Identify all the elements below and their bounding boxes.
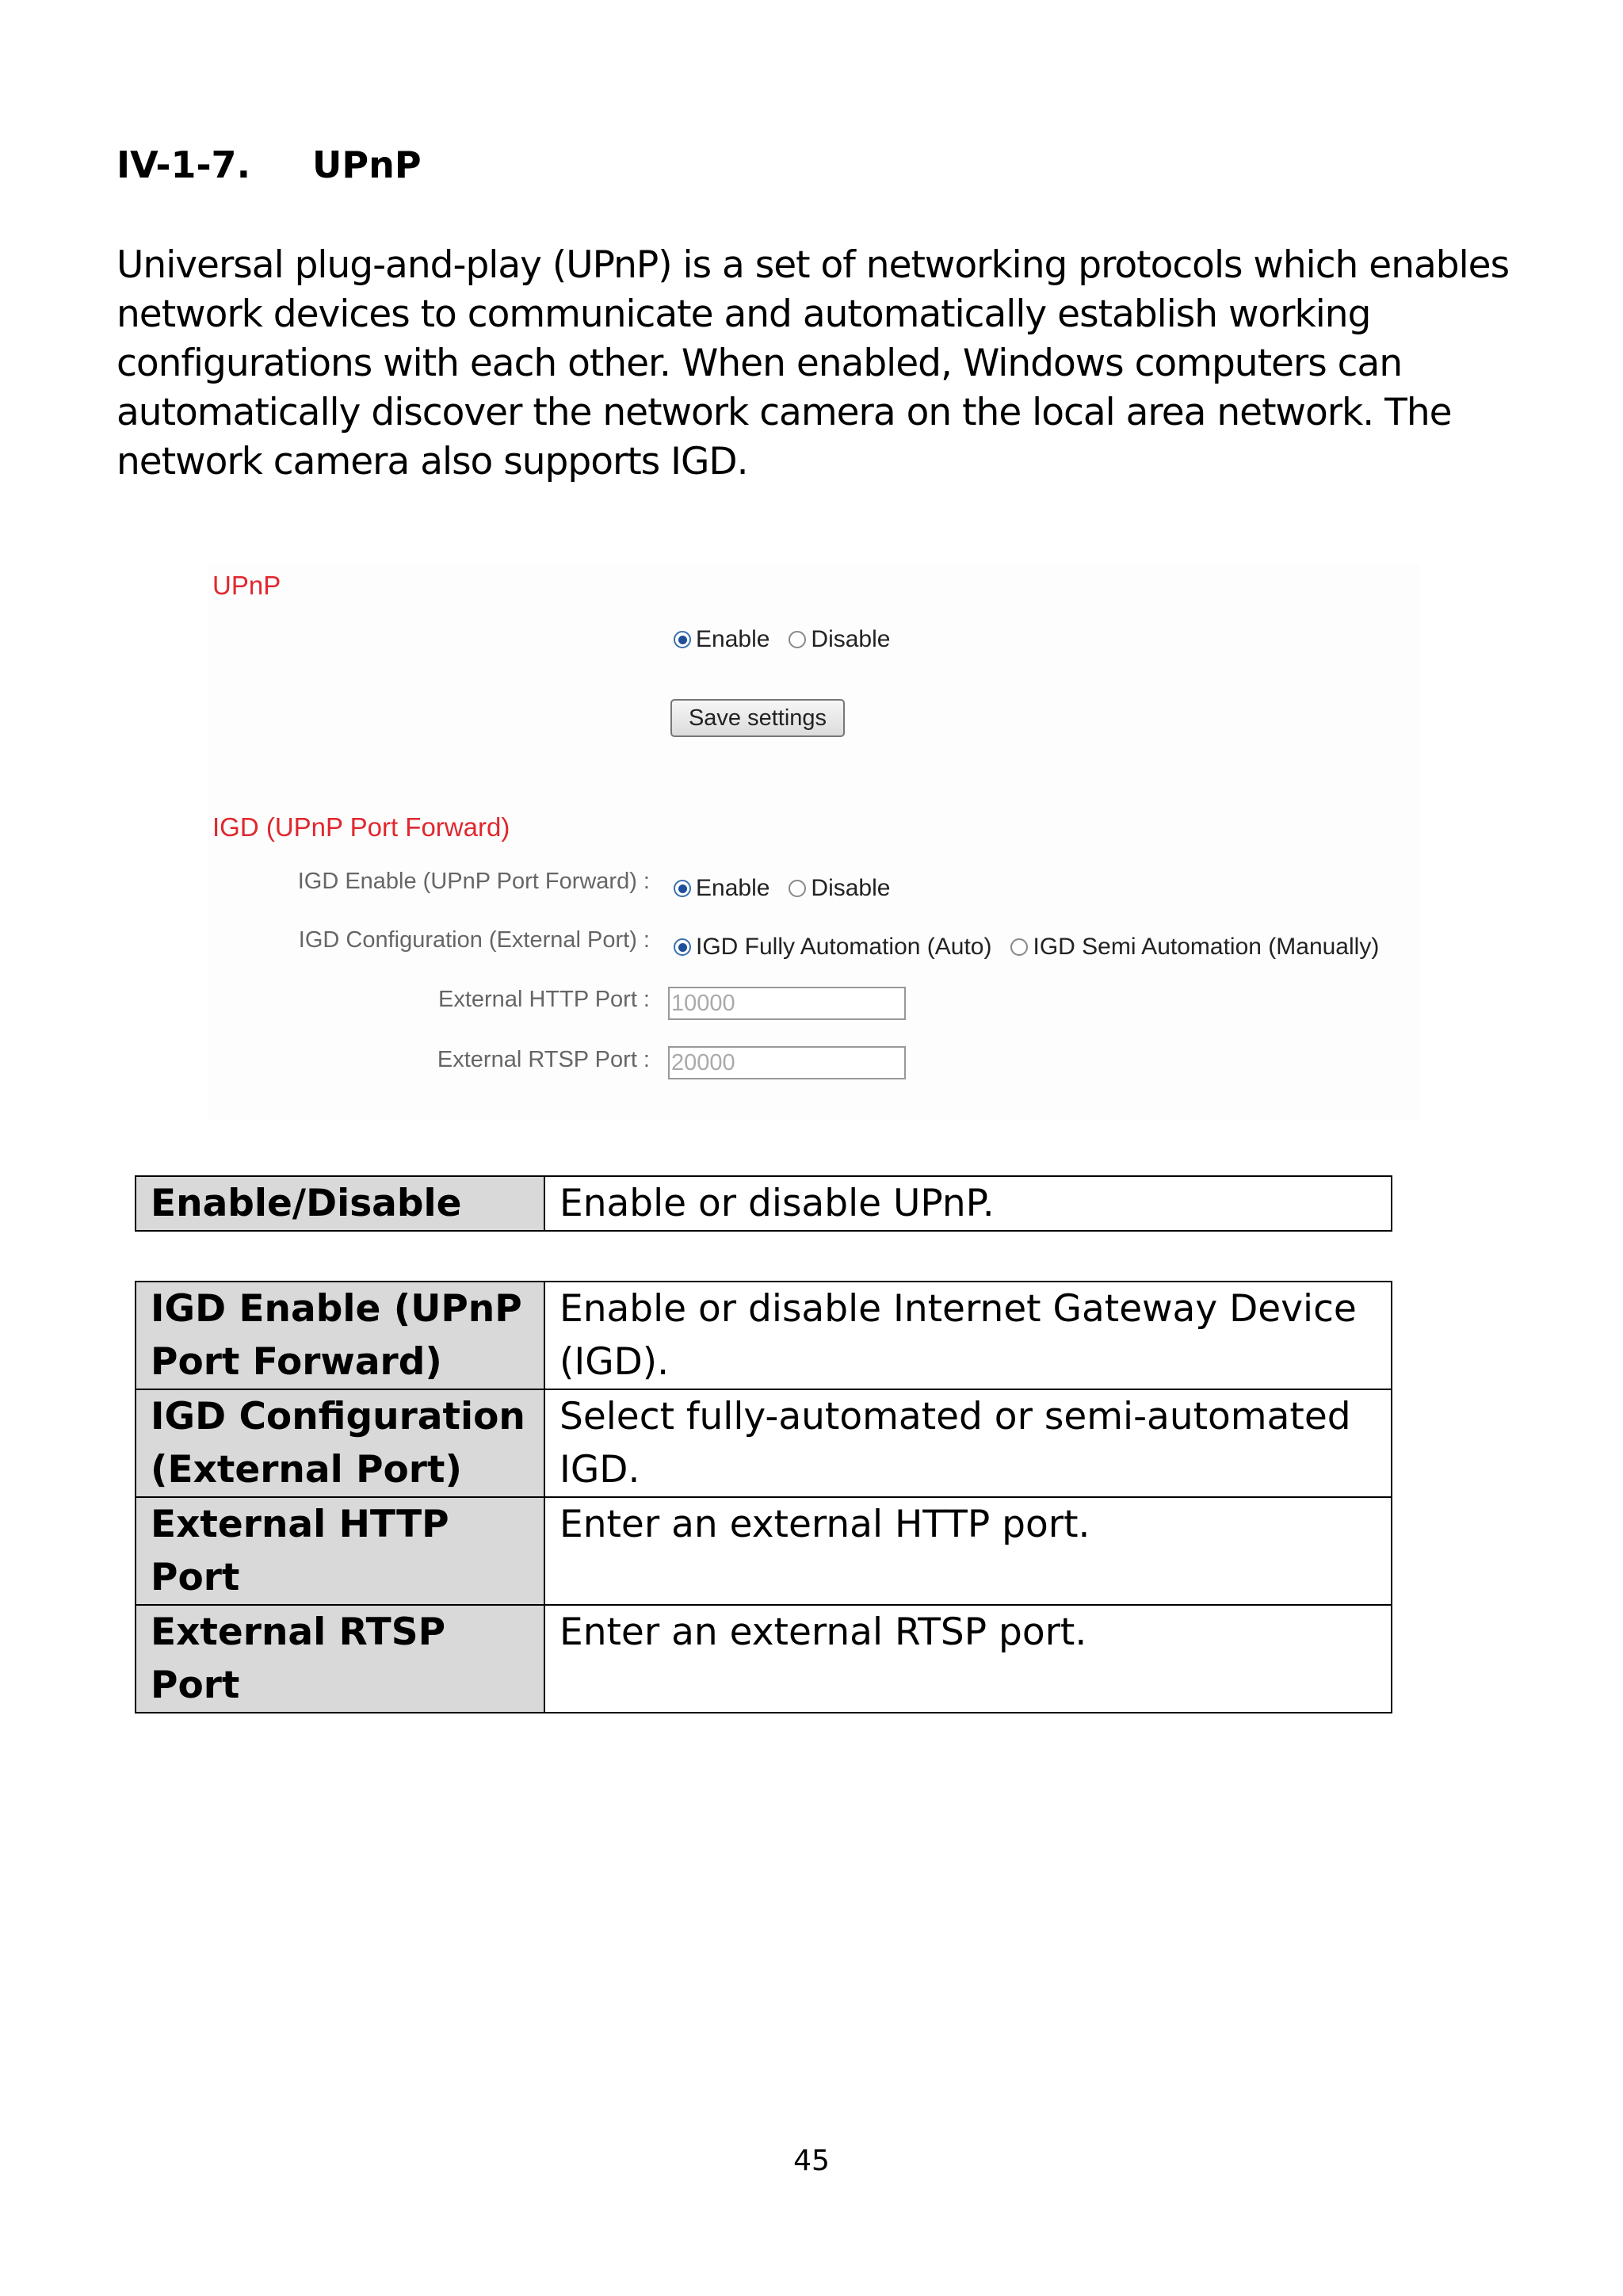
igd-disable-radio[interactable] bbox=[789, 880, 806, 897]
igd-config-radio-group bbox=[674, 934, 1398, 961]
igd-section-title: IGD (UPnP Port Forward) bbox=[212, 812, 510, 842]
upnp-settings-screenshot bbox=[208, 564, 1420, 1119]
igd-auto-radio[interactable] bbox=[674, 938, 691, 956]
table-row bbox=[136, 1605, 1392, 1713]
upnp-section-title: UPnP bbox=[212, 571, 281, 600]
table-row bbox=[136, 1176, 1392, 1231]
http-port-label: External HTTP Port : bbox=[438, 987, 650, 1012]
igd-auto-label: IGD Fully Automation (Auto) bbox=[696, 934, 992, 960]
parameter-name: External RTSP Port bbox=[136, 1605, 544, 1713]
parameter-name: IGD Configuration (External Port) bbox=[136, 1389, 544, 1497]
igd-config-label: IGD Configuration (External Port) : bbox=[298, 927, 650, 953]
upnp-enable-radio-group bbox=[674, 626, 909, 653]
upnp-parameter-table bbox=[135, 1175, 1392, 1232]
rtsp-port-input[interactable] bbox=[668, 1046, 906, 1079]
igd-parameter-table bbox=[135, 1281, 1392, 1713]
upnp-enable-label: Enable bbox=[696, 626, 770, 652]
igd-disable-option-label: Disable bbox=[811, 875, 891, 901]
table-row bbox=[136, 1282, 1392, 1389]
section-title: UPnP bbox=[312, 143, 422, 186]
section-number: IV-1-7. bbox=[116, 143, 251, 186]
upnp-disable-radio[interactable] bbox=[789, 631, 806, 648]
parameter-description: Enable or disable UPnP. bbox=[544, 1176, 1392, 1231]
rtsp-port-label: External RTSP Port : bbox=[437, 1047, 650, 1072]
table-row bbox=[136, 1389, 1392, 1497]
upnp-disable-label: Disable bbox=[811, 626, 891, 652]
section-heading bbox=[116, 141, 422, 189]
igd-manual-label: IGD Semi Automation (Manually) bbox=[1033, 934, 1380, 960]
igd-enable-option-label: Enable bbox=[696, 875, 770, 901]
parameter-description: Enter an external RTSP port. bbox=[544, 1605, 1392, 1713]
igd-manual-radio[interactable] bbox=[1010, 938, 1028, 956]
page-number: 45 bbox=[793, 2145, 830, 2177]
igd-enable-radio-group bbox=[674, 875, 909, 902]
http-port-input[interactable] bbox=[668, 987, 906, 1020]
upnp-enable-radio[interactable] bbox=[674, 631, 691, 648]
parameter-description: Select fully-automated or semi-automated IGD. bbox=[544, 1389, 1392, 1497]
table-row bbox=[136, 1497, 1392, 1605]
igd-enable-label: IGD Enable (UPnP Port Forward) : bbox=[297, 869, 650, 894]
parameter-name: IGD Enable (UPnP Port Forward) bbox=[136, 1282, 544, 1389]
parameter-description: Enter an external HTTP port. bbox=[544, 1497, 1392, 1605]
save-settings-button[interactable]: Save settings bbox=[670, 699, 845, 737]
parameter-name: Enable/Disable bbox=[136, 1176, 544, 1231]
parameter-name: External HTTP Port bbox=[136, 1497, 544, 1605]
intro-paragraph: Universal plug-and-play (UPnP) is a set of networking protocols which enables network devices to communicate and automatically establish working configurations with each other. When enabled, Windows computers can automatically discover the network camera on the local area network. The network camera also supports IGD. bbox=[116, 243, 1510, 483]
parameter-description: Enable or disable Internet Gateway Device (IGD). bbox=[544, 1282, 1392, 1389]
igd-enable-radio[interactable] bbox=[674, 880, 691, 897]
